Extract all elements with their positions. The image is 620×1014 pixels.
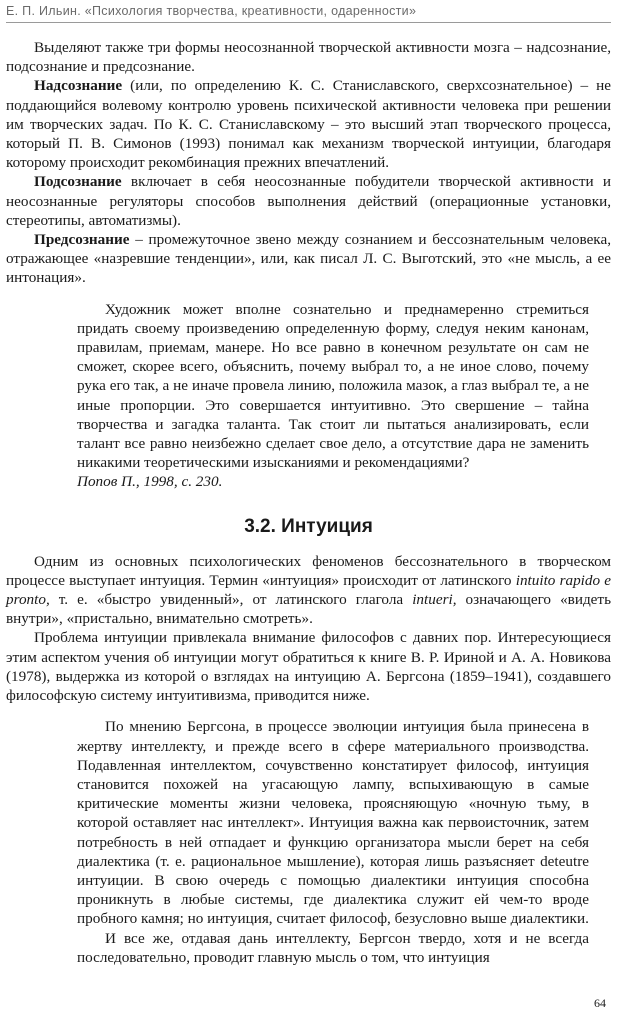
quote-text: По мнению Бергсона, в процессе эволюции интуиция была принесена в жертву интеллекту, и прежде всего в сфере материального производства. Подавленная интеллектом, сочувственно констатирует философ, интуиция становится похожей на угасающую лампу, вспыхивающую в самые критические моменты жизни человека, проясняющую «ночную тьму, в которой оставляет нас интеллект». Интуиция важна как первоисточник, затем потребность в ней отпадает и функцию организатора мысли берет на себя диалектика (т. е. рациональное мышление), которая лишь разъясняет deteutre интуиции. В свою очередь с помощью диалектики интуиция способна проникнуть в любые системы, где диалектика служит ей чем-то вроде пробного камня; но интуиция, считает философ, безусловно выше диалектики. [77, 718, 589, 928]
block-quote-popov [77, 300, 589, 492]
paragraph-intro: Выделяют также три формы неосознанной творческой активности мозга – надсознание, подсознание и предсознание. [6, 39, 611, 76]
paragraph-text: т. е. «быстро увиденный», от латинского глагола [49, 591, 413, 609]
quote-citation: Попов П., 1998, с. 230. [77, 473, 223, 491]
page-number: 64 [594, 996, 606, 1010]
latin-term: intuito rapido e pronto, [6, 571, 611, 609]
quote-text: Художник может вполне сознательно и преднамеренно стремиться придать своему произведению определенную форму, следуя неким канонам, правилам, приемам, манере. Но все равно в конечном результате он сам не сможет, скорее всего, объяснить, почему выбрал то, а не иное слово, почему рука его так, а не иначе провела линию, положила мазок, а глаз выбрал те, а не иные пропорции. Это совершается интуитивно. Это свершение – тайна творчества и загадка таланта. Так стоит ли пытаться анализировать, если талант все равно неизбежно сделает свое дело, а отсутствие дара не заменить никакими теоретическими изысканиями и рекомендациями? [77, 300, 589, 472]
page-body [6, 38, 611, 967]
latin-term: intueri, [412, 591, 457, 609]
term-nadsoznanie: Надсознание [34, 77, 123, 95]
paragraph-text: (или, по определению К. С. Станиславского, сверхсознательное) – не поддающийся волевому контролю уровень психической активности человека при решении им творческих задач. По К. С. Станиславскому – это высший этап творческого процесса, который П. В. Симонов (1993) понимал как механизм творческой интуиции, благодаря которому происходит рекомбинация прежних впечатлений. [6, 77, 611, 172]
block-quote-bergson [77, 717, 589, 967]
paragraph-text: означающего «видеть внутри», «пристально, внимательно смотреть». [6, 591, 611, 628]
quote-text: И все же, отдавая дань интеллекту, Бергсон твердо, хотя и не всегда последовательно, проводит главную мысль о том, что интуиция [77, 929, 589, 966]
section-heading: 3.2. Интуиция [244, 515, 373, 537]
term-predsoznanie: Предсознание [34, 231, 130, 249]
paragraph-podsoznanie [6, 172, 611, 230]
paragraph-intuition-definition [6, 552, 611, 629]
paragraph-text: включает в себя неосознанные побудители творческой активности и неосознанные регуляторы способов выполнения действий (операционные установки, стереотипы, автоматизмы). [6, 173, 611, 229]
running-header: Е. П. Ильин. «Психология творчества, креативности, одаренности» [6, 0, 611, 23]
paragraph-predsoznanie [6, 230, 611, 288]
paragraph-nadsoznanie [6, 76, 611, 172]
paragraph-text: Одним из основных психологических феноменов бессознательного в творческом процессе выступает интуиция. Термин «интуиция» происходит от латинского [6, 552, 611, 589]
paragraph-philosophy: Проблема интуиции привлекала внимание философов с давних пор. Интересующиеся этим аспектом учения об интуиции могут обратиться к книге В. Р. Ириной и А. А. Новикова (1978), выдержка из которой о взглядах на интуицию А. Бергсона (1859–1941), создавшего философскую систему интуитивизма, приводится ниже. [6, 629, 611, 705]
term-podsoznanie: Подсознание [34, 173, 122, 191]
paragraph-text: – промежуточное звено между сознанием и бессознательным человека, отражающее «назревшие тенденции», или, как писал Л. С. Выготский, это «не мысль, а ее интонация». [6, 231, 611, 287]
